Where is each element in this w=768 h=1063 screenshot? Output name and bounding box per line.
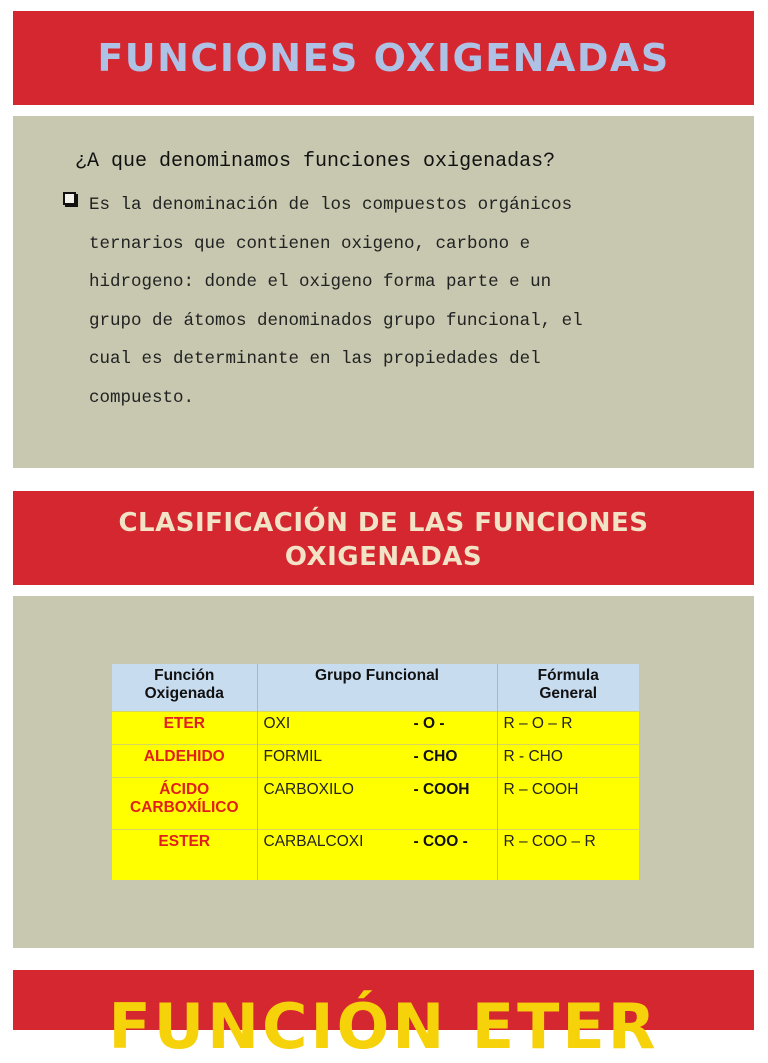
classification-title-slide <box>13 491 754 585</box>
header-text: Fórmula <box>537 667 599 684</box>
table-row <box>112 745 639 778</box>
question-heading: ¿A que denominamos funciones oxigenadas? <box>75 150 556 173</box>
cell-text: CARBALCOXI <box>263 833 364 850</box>
header-funcion <box>112 664 257 712</box>
functions-table <box>112 664 639 880</box>
cell-symbol: - O - <box>413 715 445 732</box>
title-line: CLASIFICACIÓN DE LAS FUNCIONES <box>118 508 649 538</box>
header-text: Oxigenada <box>144 685 224 702</box>
header-text: Función <box>154 667 215 684</box>
table-header-row <box>112 664 639 712</box>
funcion-eter-title-slide <box>13 970 754 1063</box>
cell-funcion <box>112 778 257 830</box>
slide-title <box>13 491 754 574</box>
title-line: OXIGENADAS <box>284 542 483 572</box>
cell-formula: R – O – R <box>497 712 639 745</box>
cell-symbol: - COOH <box>413 781 470 798</box>
paragraph-line: compuesto. <box>89 387 195 408</box>
cell-funcion <box>112 745 257 778</box>
paragraph-line: hidrogeno: donde el oxigeno forma parte e un <box>89 272 552 292</box>
cell-grupo <box>257 830 497 880</box>
header-text: General <box>539 685 598 702</box>
title-slide-funciones-oxigenadas <box>13 11 754 105</box>
cell-symbol: - COO - <box>413 833 468 850</box>
definition-paragraph <box>89 186 729 417</box>
paragraph-line: ternarios que contienen oxigeno, carbono e <box>89 233 531 254</box>
cell-grupo <box>257 745 497 778</box>
cell-text: ALDEHIDO <box>143 748 225 765</box>
table-row <box>112 712 639 745</box>
slide-title: FUNCIÓN ETER <box>108 990 659 1063</box>
cell-grupo <box>257 778 497 830</box>
cell-symbol: - CHO <box>413 748 458 765</box>
checkbox-bullet-icon <box>63 192 76 205</box>
cell-text: ÁCIDO <box>159 781 210 798</box>
cell-text: ESTER <box>158 833 211 850</box>
cell-grupo <box>257 712 497 745</box>
table-row <box>112 778 639 830</box>
header-grupo <box>257 664 497 712</box>
definition-slide <box>13 116 754 468</box>
cell-funcion <box>112 830 257 880</box>
cell-text: CARBOXILO <box>263 781 354 798</box>
header-text: Grupo Funcional <box>315 667 439 684</box>
paragraph-line: grupo de átomos denominados grupo funcional, el <box>89 310 583 331</box>
header-formula <box>497 664 639 712</box>
cell-funcion <box>112 712 257 745</box>
cell-text: OXI <box>263 715 291 732</box>
cell-text: CARBOXÍLICO <box>130 799 239 816</box>
cell-formula: R – COOH <box>497 778 639 830</box>
slide-title: FUNCIONES OXIGENADAS <box>97 36 670 80</box>
cell-formula: R - CHO <box>497 745 639 778</box>
table-row <box>112 830 639 880</box>
paragraph-line: cual es determinante en las propiedades del <box>89 349 541 369</box>
paragraph-line: Es la denominación de los compuestos orgánicos <box>89 195 573 215</box>
cell-text: FORMIL <box>263 748 323 765</box>
cell-formula: R – COO – R <box>497 830 639 880</box>
cell-text: ETER <box>163 715 205 732</box>
classification-table-slide <box>13 596 754 948</box>
